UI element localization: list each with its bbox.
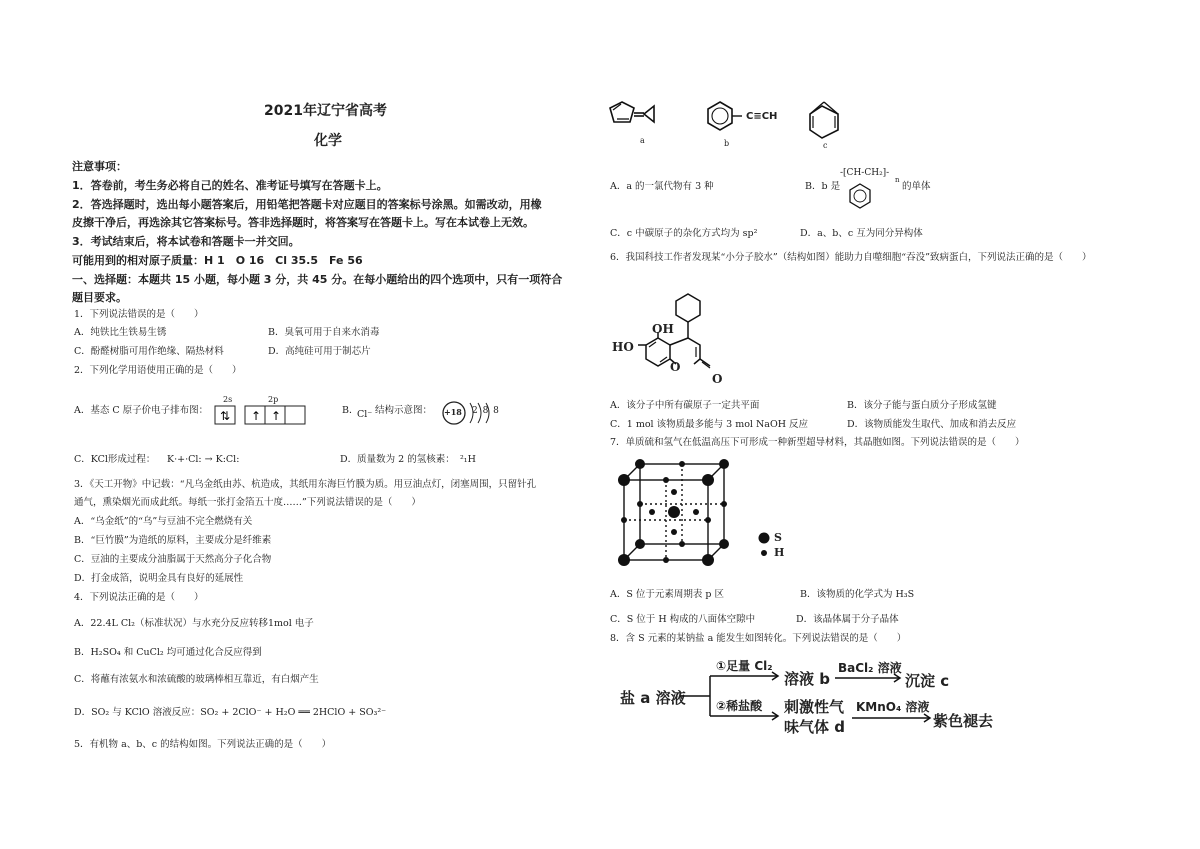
q7-crystal-cell: [612, 458, 742, 568]
q2-option-b: B．: [342, 405, 359, 416]
q3-option-c: C．豆油的主要成分油脂属于天然高分子化合物: [74, 554, 272, 565]
atom-shells-label: 2 8 8: [472, 406, 500, 416]
q4-option-d: D．SO₂ 与 KClO 溶液反应：SO₂ + 2ClO⁻ + H₂O ══ 2HClO + SO₃²⁻: [74, 707, 387, 718]
q4-option-b: B．H₂SO₄ 和 CuCl₂ 均可通过化合反应得到: [74, 647, 262, 658]
q5-option-c: C．c 中碳原子的杂化方式均为 sp²: [610, 228, 758, 239]
q6-option-a: A．该分子中所有碳原子一定共平面: [610, 400, 760, 411]
q5-label-a: a: [640, 136, 645, 145]
q1-option-c: C．酚醛树脂可用作绝缘、隔热材料: [74, 346, 224, 357]
q2-c-equation: K·+·Cl: → K:Cl:: [167, 454, 240, 465]
q5-label-b: b: [724, 139, 730, 148]
q8-precipitate-c: 沉淀 c: [905, 672, 950, 690]
q5-label-c: c: [823, 141, 828, 150]
exam-title: 2021年辽宁省高考: [264, 103, 387, 119]
q7-option-c: C．S 位于 H 构成的八面体空隙中: [610, 614, 756, 625]
q3-option-b: B．“巨竹膜”为造纸的原料，主要成分是纤维素: [74, 535, 272, 546]
q2-option-c: C．KCl形成过程：: [74, 454, 156, 465]
q5-b-n: n: [895, 176, 900, 184]
q2-a-2p-label: 2p: [268, 395, 279, 404]
notice-item-2a: 2．答选择题时，选出每小题答案后，用铅笔把答题卡对应题目的答案标号涂黑。如需改动，用橡: [72, 198, 542, 211]
q5-b-alkyne: C≡CH: [746, 111, 778, 122]
notice-item-2b: 皮擦干净后，再选涂其它答案标号。答非选择题时，将答案写在答题卡上。写在本试卷上无效。: [72, 216, 534, 229]
q2-b-ion: Cl⁻: [357, 409, 373, 420]
q8-step2-label: ②稀盐酸: [716, 699, 763, 713]
q7-stem: 7．单质硫和氢气在低温高压下可形成一种新型超导材料，其晶胞如图。下列说法错误的是（ ）: [610, 437, 1025, 448]
notice-item-1: 1．答卷前，考生务必将自己的姓名、准考证号填写在答题卡上。: [72, 179, 388, 192]
q2-b-text: 结构示意图：: [375, 405, 433, 416]
q6-option-c: C．1 mol 该物质最多能与 3 mol NaOH 反应: [610, 419, 809, 430]
svg-text:↑: ↑: [271, 409, 282, 423]
q5-option-b: B．b 是: [805, 181, 841, 192]
q5-b-tail: 的单体: [902, 181, 931, 192]
section-heading-a: 一、选择题：本题共 15 小题，每小题 3 分，共 45 分。在每小题给出的四个选项中，只有一项符合: [72, 273, 563, 286]
q2-option-a: A．基态 C 原子价电子排布图：: [74, 405, 209, 416]
q5-structures: [610, 98, 860, 146]
q7-option-d: D．该晶体属于分子晶体: [796, 614, 899, 625]
q5-option-a: A．a 的一氯代物有 3 种: [610, 181, 714, 192]
q7-option-b: B．该物质的化学式为 H₃S: [800, 589, 915, 600]
q6-option-d: D．该物质能发生取代、加成和消去反应: [847, 419, 1017, 430]
q4-option-c: C．将蘸有浓氨水和浓硫酸的玻璃棒相互靠近，有白烟产生: [74, 674, 319, 685]
q6-oh-label: OH: [652, 322, 674, 336]
q7-option-a: A．S 位于元素周期表 p 区: [610, 589, 725, 600]
q8-gas-d-line2: 味气体 d: [784, 718, 845, 736]
section-heading-b: 题目要求。: [72, 291, 127, 304]
notice-item-3: 3．考试结束后，将本试卷和答题卡一并交回。: [72, 235, 300, 248]
q8-solution-b: 溶液 b: [784, 670, 830, 688]
q3-stem-line1: 3．《天工开物》中记载：“凡乌金纸由苏、杭造成，其纸用东海巨竹膜为质。用豆油点灯，闭塞周围，只留针孔: [74, 479, 537, 490]
q7-legend-markers: [757, 532, 771, 562]
orbital-diagram: [215, 406, 305, 426]
q7-legend-s: S: [774, 531, 782, 544]
svg-text:⇅: ⇅: [220, 409, 231, 423]
q5-b-polymer: -[CH-CH₂]-: [840, 168, 890, 178]
exam-subject: 化学: [314, 133, 342, 149]
q2-stem: 2．下列化学用语使用正确的是（ ）: [74, 365, 242, 376]
q2-a-2s-label: 2s: [223, 395, 233, 404]
q1-stem: 1．下列说法错误的是（ ）: [74, 309, 204, 320]
q7-legend-h: H: [774, 546, 785, 559]
atom-nucleus-label: +18: [444, 407, 462, 417]
q2-option-d: D．质量数为 2 的氢核素：: [340, 454, 455, 465]
q6-o-ring-label: O: [670, 360, 681, 374]
q3-stem-line2: 通气，熏染烟光而成此纸。每纸一张打金箔五十度……”下列说法错误的是（ ）: [74, 497, 421, 508]
q3-option-d: D．打金成箔，说明金具有良好的延展性: [74, 573, 244, 584]
q8-purple-fades: 紫色褪去: [933, 712, 994, 730]
q4-option-a: A．22.4L Cl₂（标准状况）与水充分反应转移1mol 电子: [74, 618, 314, 629]
q1-option-b: B．臭氧可用于自来水消毒: [268, 327, 380, 338]
q8-gas-d-line1: 刺激性气: [784, 698, 845, 716]
q1-option-a: A．纯铁比生铁易生锈: [74, 327, 167, 338]
q5-stem: 5．有机物 a、b、c 的结构如图。下列说法正确的是（ ）: [74, 739, 332, 750]
q8-stem: 8．含 S 元素的某钠盐 a 能发生如图转化。下列说法错误的是（ ）: [610, 633, 907, 644]
svg-text:↑: ↑: [251, 409, 262, 423]
q6-o-keto-label: O: [712, 372, 723, 386]
q6-ho-label: HO: [612, 340, 634, 354]
q8-start-solution: 盐 a 溶液: [620, 689, 686, 707]
q8-bacl2-label: BaCl₂ 溶液: [838, 661, 902, 675]
q5-b-phenyl-ring: [848, 182, 872, 210]
q8-kmno4-label: KMnO₄ 溶液: [856, 700, 930, 714]
q5-option-d: D．a、b、c 互为同分异构体: [800, 228, 923, 239]
q6-option-b: B．该分子能与蛋白质分子形成氢键: [847, 400, 997, 411]
atomic-mass-line: 可能用到的相对原子质量：H 1 O 16 Cl 35.5 Fe 56: [72, 254, 363, 267]
q2-d-nuclide: ²₁H: [460, 454, 476, 465]
q3-option-a: A．“乌金纸”的“乌”与豆油不完全燃烧有关: [74, 516, 253, 527]
q6-stem: 6．我国科技工作者发现某“小分子胶水”（结构如图）能助力自噬细胞“吞没”致病蛋白，下列说法正确的是（ ）: [610, 252, 1092, 263]
q1-option-d: D．高纯硅可用于制芯片: [268, 346, 371, 357]
q4-stem: 4．下列说法正确的是（ ）: [74, 592, 204, 603]
q8-step1-label: ①足量 Cl₂: [716, 659, 773, 673]
notice-heading: 注意事项：: [72, 160, 127, 173]
